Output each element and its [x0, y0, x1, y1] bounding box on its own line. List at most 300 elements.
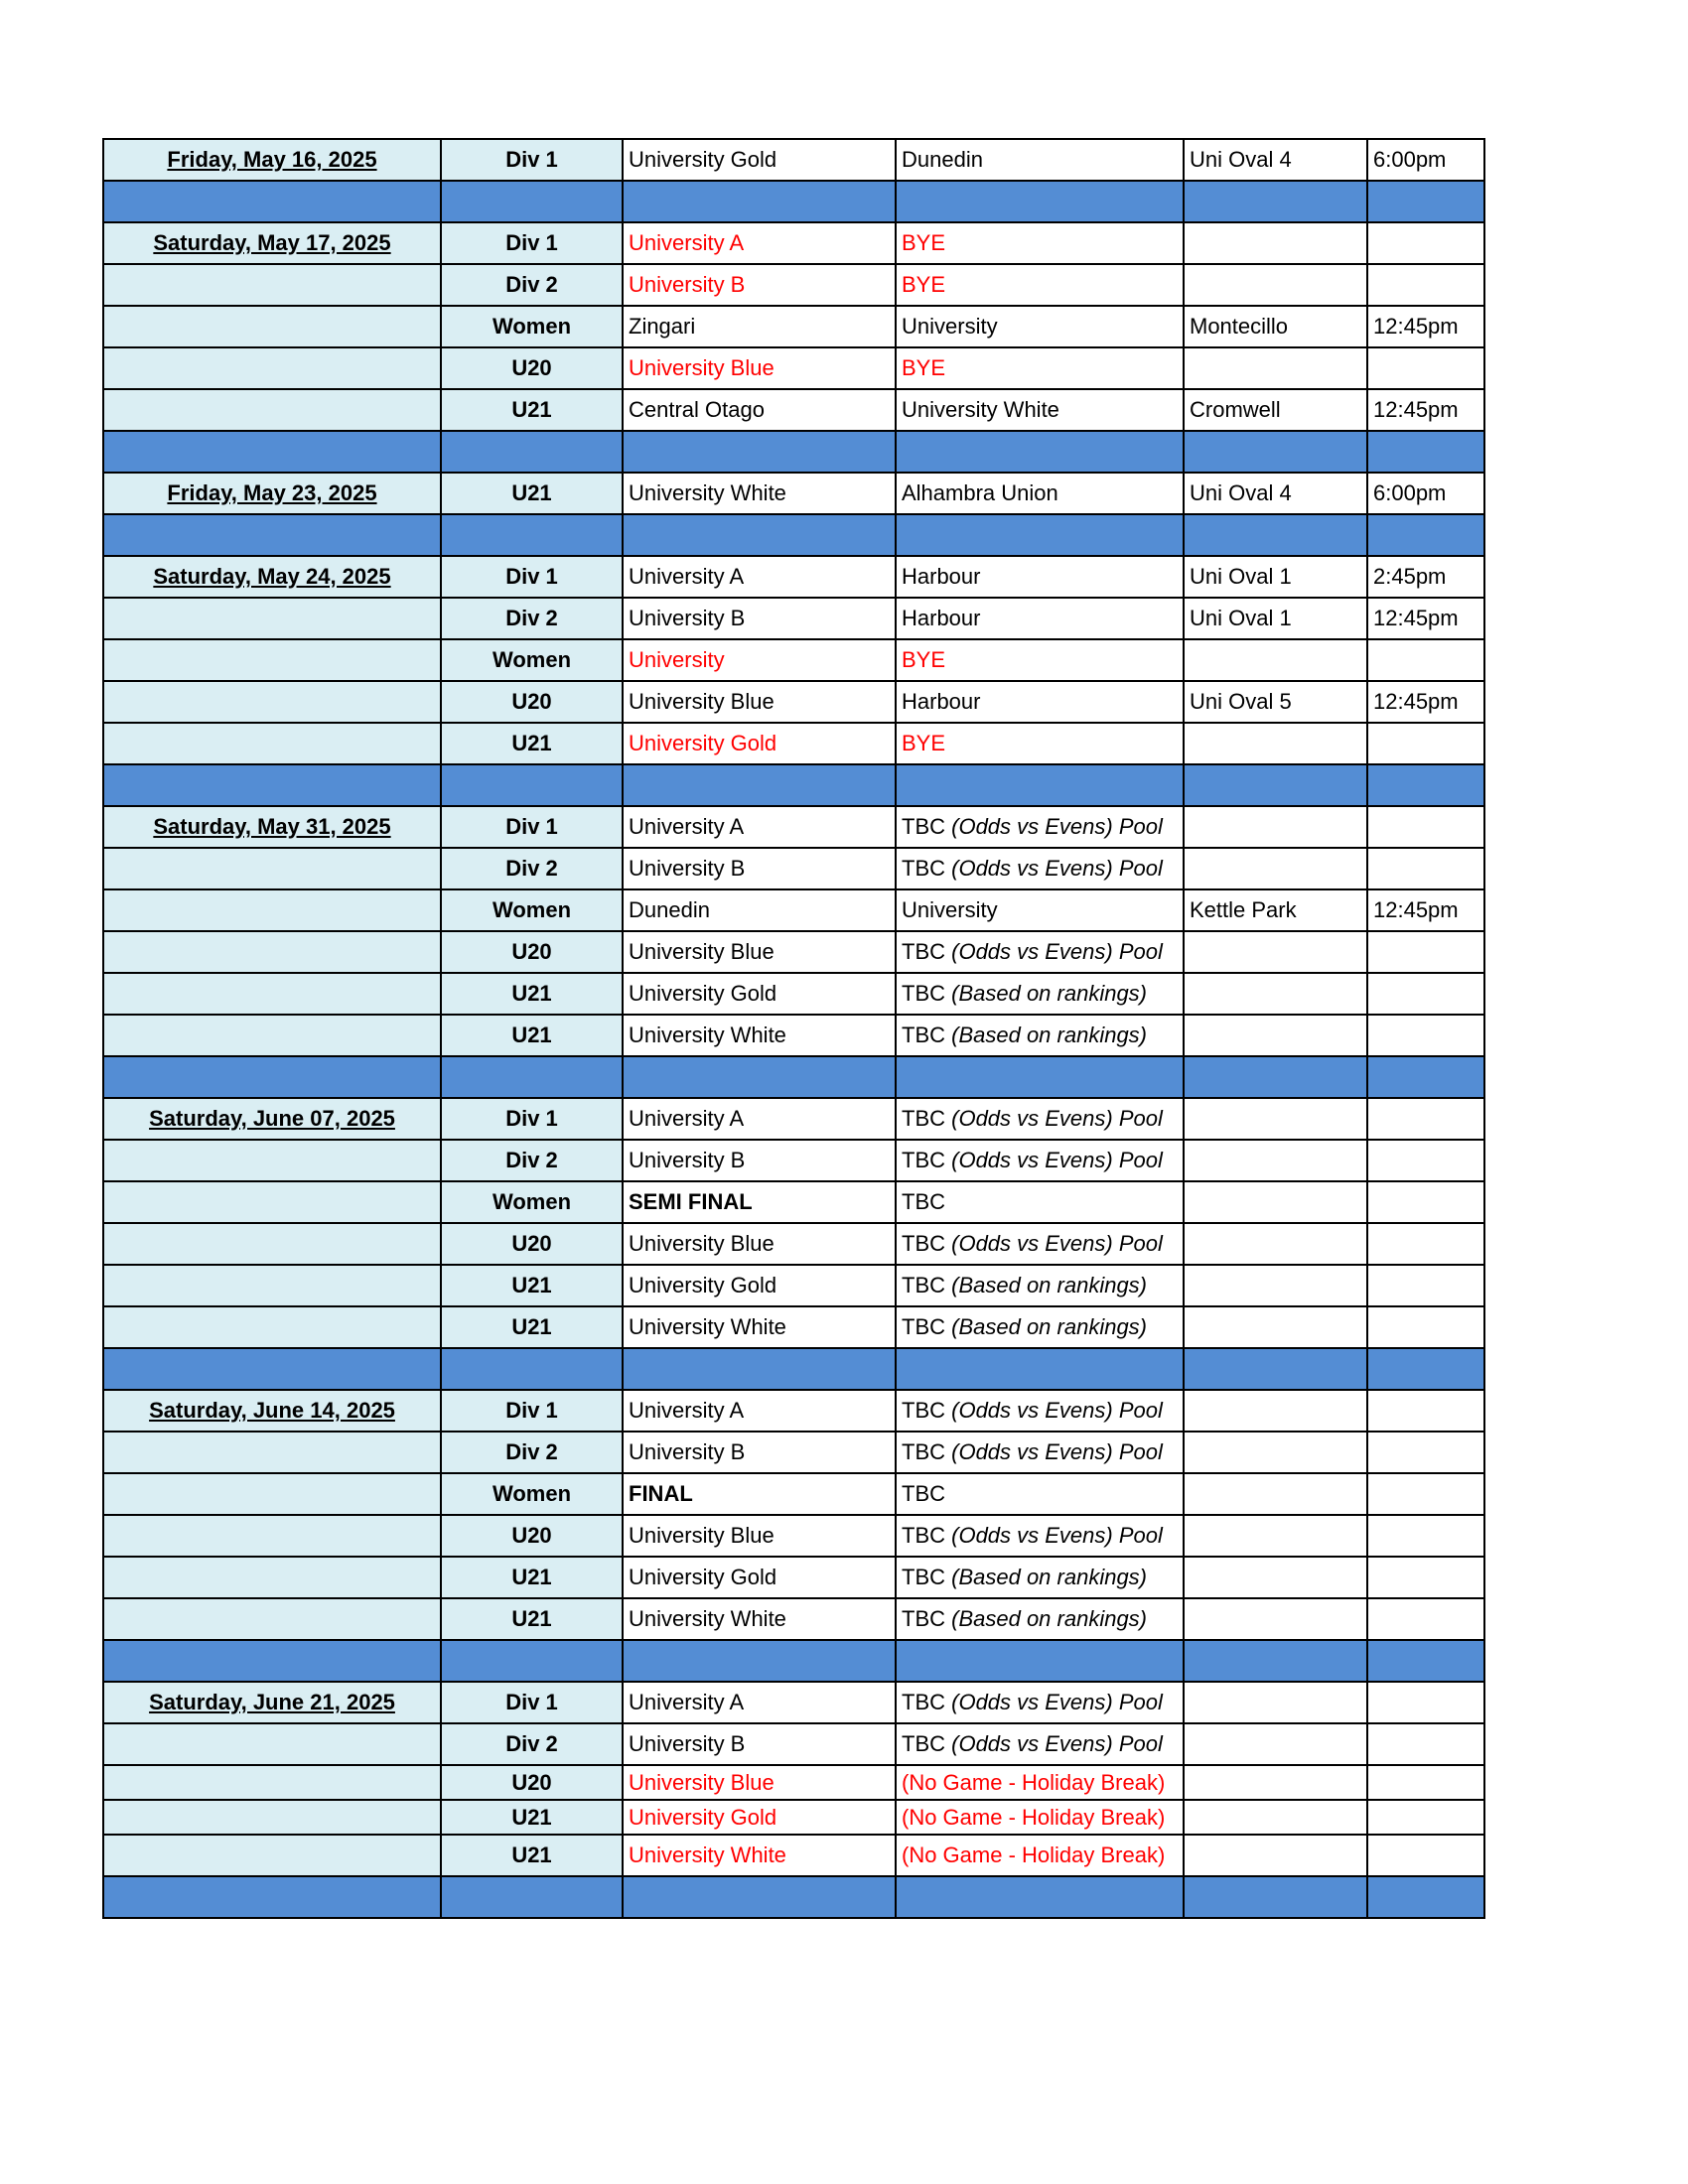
away-team-cell [896, 389, 1184, 431]
home-team-cell [623, 1432, 896, 1473]
away-team: Harbour [902, 564, 981, 589]
separator-cell [441, 181, 623, 222]
away-team-note: (Odds vs Evens) Pool [951, 1731, 1163, 1756]
fixture-row [103, 556, 1484, 598]
separator-cell [1184, 1348, 1367, 1390]
venue-cell [1184, 848, 1367, 889]
match-date-empty [103, 1765, 441, 1800]
match-date: Saturday, June 14, 2025 [103, 1390, 441, 1432]
away-team: (No Game - Holiday Break) [902, 1804, 1166, 1830]
grade-cell: Div 2 [441, 598, 623, 639]
away-team: TBC [902, 1023, 945, 1047]
match-date-empty [103, 931, 441, 973]
time-cell [1367, 1515, 1484, 1557]
venue-cell [1184, 1723, 1367, 1765]
away-team: Dunedin [902, 147, 983, 172]
time-cell [1367, 1223, 1484, 1265]
match-date-empty [103, 1557, 441, 1598]
time-cell [1367, 1181, 1484, 1223]
away-team: TBC [902, 856, 945, 881]
time-cell [1367, 1306, 1484, 1348]
grade-cell: Div 2 [441, 1723, 623, 1765]
venue-cell: Uni Oval 4 [1184, 139, 1367, 181]
separator-cell [623, 181, 896, 222]
away-team-cell [896, 1598, 1184, 1640]
away-team-note: (Based on rankings) [951, 981, 1148, 1006]
fixture-schedule-body [103, 139, 1484, 1918]
home-team: University A [629, 564, 745, 589]
separator-cell [441, 431, 623, 473]
fixture-row [103, 723, 1484, 764]
away-team-cell [896, 1723, 1184, 1765]
match-date: Saturday, May 31, 2025 [103, 806, 441, 848]
time-cell [1367, 639, 1484, 681]
grade-cell: U21 [441, 1800, 623, 1835]
away-team-note: (Based on rankings) [951, 1023, 1148, 1047]
home-team: University Blue [629, 939, 774, 964]
grade-cell: U21 [441, 1557, 623, 1598]
away-team-cell [896, 1473, 1184, 1515]
match-date-empty [103, 1432, 441, 1473]
fixture-row [103, 1723, 1484, 1765]
time-cell [1367, 1723, 1484, 1765]
grade-cell: Div 2 [441, 1140, 623, 1181]
fixture-row [103, 389, 1484, 431]
home-team-cell [623, 306, 896, 347]
home-team-cell [623, 1098, 896, 1140]
away-team-note: (Odds vs Evens) Pool [951, 856, 1163, 881]
grade-cell: U21 [441, 1015, 623, 1056]
match-date-empty [103, 639, 441, 681]
time-cell [1367, 1765, 1484, 1800]
separator-cell [1367, 1348, 1484, 1390]
away-team: TBC [902, 1565, 945, 1589]
home-team: University A [629, 1690, 745, 1714]
home-team-cell [623, 1682, 896, 1723]
away-team: Alhambra Union [902, 480, 1058, 505]
separator-cell [441, 1876, 623, 1918]
away-team-note: (Odds vs Evens) Pool [951, 1106, 1163, 1131]
home-team-cell [623, 806, 896, 848]
away-team-note: (Based on rankings) [951, 1273, 1148, 1297]
fixture-row [103, 1015, 1484, 1056]
away-team-cell [896, 848, 1184, 889]
grade-cell: U20 [441, 347, 623, 389]
time-cell [1367, 931, 1484, 973]
fixture-row [103, 1098, 1484, 1140]
away-team: University [902, 897, 998, 922]
home-team: University White [629, 1023, 786, 1047]
home-team-cell [623, 1306, 896, 1348]
match-date-empty [103, 1015, 441, 1056]
match-date-empty [103, 1473, 441, 1515]
away-team: TBC [902, 981, 945, 1006]
match-date: Saturday, May 24, 2025 [103, 556, 441, 598]
grade-cell: U21 [441, 1835, 623, 1876]
away-team: Harbour [902, 606, 981, 630]
fixture-row [103, 1515, 1484, 1557]
match-date-empty [103, 264, 441, 306]
match-date-empty [103, 1140, 441, 1181]
date-separator-row [103, 1876, 1484, 1918]
separator-cell [103, 1348, 441, 1390]
separator-cell [441, 1056, 623, 1098]
away-team: TBC [902, 1231, 945, 1256]
fixture-row [103, 1765, 1484, 1800]
match-date: Saturday, May 17, 2025 [103, 222, 441, 264]
grade-cell: Women [441, 1181, 623, 1223]
venue-cell [1184, 1390, 1367, 1432]
home-team: University A [629, 814, 745, 839]
home-team-cell [623, 973, 896, 1015]
home-team: University White [629, 480, 786, 505]
away-team-cell [896, 889, 1184, 931]
separator-cell [1184, 1876, 1367, 1918]
fixture-row [103, 264, 1484, 306]
home-team-cell [623, 723, 896, 764]
home-team: SEMI FINAL [629, 1189, 753, 1214]
separator-cell [1367, 1640, 1484, 1682]
grade-cell: Div 1 [441, 806, 623, 848]
away-team: TBC [902, 1523, 945, 1548]
venue-cell [1184, 1473, 1367, 1515]
fixture-row [103, 806, 1484, 848]
home-team-cell [623, 681, 896, 723]
time-cell [1367, 973, 1484, 1015]
grade-cell: U20 [441, 1223, 623, 1265]
venue-cell [1184, 1515, 1367, 1557]
away-team-cell [896, 639, 1184, 681]
away-team-note: (Based on rankings) [951, 1606, 1148, 1631]
separator-cell [103, 1056, 441, 1098]
separator-cell [896, 1348, 1184, 1390]
venue-cell: Uni Oval 1 [1184, 556, 1367, 598]
match-date-empty [103, 1265, 441, 1306]
fixture-row [103, 347, 1484, 389]
time-cell [1367, 848, 1484, 889]
time-cell [1367, 1835, 1484, 1876]
fixture-row [103, 639, 1484, 681]
away-team-cell [896, 1098, 1184, 1140]
away-team: TBC [902, 1148, 945, 1172]
home-team: University Blue [629, 355, 774, 380]
away-team-note: (Odds vs Evens) Pool [951, 1148, 1163, 1172]
home-team-cell [623, 1181, 896, 1223]
match-date-empty [103, 681, 441, 723]
fixture-row [103, 1682, 1484, 1723]
match-date-empty [103, 1835, 441, 1876]
venue-cell [1184, 973, 1367, 1015]
fixture-row [103, 1390, 1484, 1432]
venue-cell [1184, 1557, 1367, 1598]
separator-cell [1367, 431, 1484, 473]
home-team: University Gold [629, 1565, 777, 1589]
separator-cell [1184, 514, 1367, 556]
home-team: University A [629, 230, 745, 255]
away-team-cell [896, 1557, 1184, 1598]
away-team-cell [896, 973, 1184, 1015]
separator-cell [896, 1640, 1184, 1682]
away-team: TBC [902, 1439, 945, 1464]
date-separator-row [103, 764, 1484, 806]
match-date: Friday, May 16, 2025 [103, 139, 441, 181]
time-cell: 12:45pm [1367, 389, 1484, 431]
time-cell [1367, 1557, 1484, 1598]
home-team: University B [629, 606, 746, 630]
home-team-cell [623, 1765, 896, 1800]
time-cell [1367, 1390, 1484, 1432]
match-date-empty [103, 1515, 441, 1557]
match-date-empty [103, 1306, 441, 1348]
separator-cell [896, 431, 1184, 473]
grade-cell: Div 2 [441, 264, 623, 306]
venue-cell [1184, 1598, 1367, 1640]
venue-cell: Cromwell [1184, 389, 1367, 431]
venue-cell [1184, 639, 1367, 681]
away-team-cell [896, 1432, 1184, 1473]
time-cell [1367, 806, 1484, 848]
away-team: TBC [902, 814, 945, 839]
home-team: University Gold [629, 981, 777, 1006]
home-team-cell [623, 1223, 896, 1265]
home-team: University B [629, 1731, 746, 1756]
match-date-empty [103, 848, 441, 889]
venue-cell: Uni Oval 5 [1184, 681, 1367, 723]
fixture-row [103, 139, 1484, 181]
separator-cell [1367, 764, 1484, 806]
away-team: TBC [902, 1481, 945, 1506]
separator-cell [441, 1348, 623, 1390]
time-cell [1367, 1098, 1484, 1140]
home-team-cell [623, 473, 896, 514]
separator-cell [623, 1056, 896, 1098]
match-date-empty [103, 306, 441, 347]
grade-cell: Div 1 [441, 1390, 623, 1432]
match-date-empty [103, 1800, 441, 1835]
grade-cell: Women [441, 1473, 623, 1515]
home-team-cell [623, 1140, 896, 1181]
time-cell [1367, 1140, 1484, 1181]
time-cell [1367, 723, 1484, 764]
fixture-row [103, 598, 1484, 639]
away-team: TBC [902, 1314, 945, 1339]
home-team: Central Otago [629, 397, 765, 422]
home-team-cell [623, 1598, 896, 1640]
venue-cell [1184, 1098, 1367, 1140]
home-team: University B [629, 272, 746, 297]
fixture-row [103, 1473, 1484, 1515]
home-team-cell [623, 222, 896, 264]
home-team-cell [623, 1835, 896, 1876]
away-team: University White [902, 397, 1059, 422]
grade-cell: U21 [441, 389, 623, 431]
away-team-cell [896, 556, 1184, 598]
home-team-cell [623, 1723, 896, 1765]
away-team-note: (Odds vs Evens) Pool [951, 1690, 1163, 1714]
separator-cell [103, 1876, 441, 1918]
time-cell: 6:00pm [1367, 473, 1484, 514]
time-cell [1367, 1682, 1484, 1723]
time-cell [1367, 1432, 1484, 1473]
away-team: (No Game - Holiday Break) [902, 1843, 1166, 1867]
match-date-empty [103, 598, 441, 639]
date-separator-row [103, 181, 1484, 222]
home-team-cell [623, 1800, 896, 1835]
away-team-cell [896, 1140, 1184, 1181]
separator-cell [896, 1056, 1184, 1098]
separator-cell [623, 514, 896, 556]
home-team: University Blue [629, 1523, 774, 1548]
time-cell [1367, 222, 1484, 264]
away-team-cell [896, 473, 1184, 514]
away-team-cell [896, 1265, 1184, 1306]
away-team-cell [896, 347, 1184, 389]
fixture-schedule-table [102, 138, 1485, 1919]
venue-cell [1184, 1432, 1367, 1473]
venue-cell [1184, 806, 1367, 848]
grade-cell: Women [441, 889, 623, 931]
grade-cell: Women [441, 639, 623, 681]
home-team: University B [629, 1439, 746, 1464]
separator-cell [896, 181, 1184, 222]
fixture-row [103, 222, 1484, 264]
venue-cell: Uni Oval 1 [1184, 598, 1367, 639]
home-team-cell [623, 848, 896, 889]
match-date-empty [103, 1181, 441, 1223]
home-team: University Blue [629, 1769, 774, 1795]
time-cell: 6:00pm [1367, 139, 1484, 181]
venue-cell [1184, 1223, 1367, 1265]
home-team-cell [623, 1265, 896, 1306]
fixture-row [103, 889, 1484, 931]
separator-cell [1184, 431, 1367, 473]
grade-cell: U20 [441, 681, 623, 723]
fixture-row [103, 1557, 1484, 1598]
home-team: University B [629, 1148, 746, 1172]
home-team-cell [623, 639, 896, 681]
away-team-note: (Odds vs Evens) Pool [951, 1439, 1163, 1464]
separator-cell [103, 181, 441, 222]
grade-cell: U21 [441, 473, 623, 514]
venue-cell [1184, 1306, 1367, 1348]
match-date-empty [103, 973, 441, 1015]
away-team-note: (Odds vs Evens) Pool [951, 1231, 1163, 1256]
away-team-cell [896, 222, 1184, 264]
away-team-cell [896, 1765, 1184, 1800]
grade-cell: U21 [441, 1306, 623, 1348]
venue-cell [1184, 222, 1367, 264]
fixture-row [103, 1432, 1484, 1473]
away-team: TBC [902, 1189, 945, 1214]
home-team: University Gold [629, 147, 777, 172]
home-team: FINAL [629, 1481, 693, 1506]
away-team-note: (Odds vs Evens) Pool [951, 814, 1163, 839]
date-separator-row [103, 1640, 1484, 1682]
venue-cell: Uni Oval 4 [1184, 473, 1367, 514]
away-team-cell [896, 1682, 1184, 1723]
away-team: TBC [902, 1106, 945, 1131]
away-team-cell [896, 681, 1184, 723]
home-team-cell [623, 389, 896, 431]
match-date-empty [103, 1223, 441, 1265]
fixture-row [103, 1306, 1484, 1348]
away-team: (No Game - Holiday Break) [902, 1769, 1166, 1795]
away-team: TBC [902, 1731, 945, 1756]
home-team-cell [623, 598, 896, 639]
match-date-empty [103, 389, 441, 431]
separator-cell [1367, 181, 1484, 222]
away-team-cell [896, 264, 1184, 306]
match-date-empty [103, 723, 441, 764]
home-team: University Gold [629, 731, 777, 755]
grade-cell: Div 1 [441, 139, 623, 181]
separator-cell [103, 514, 441, 556]
separator-cell [1184, 181, 1367, 222]
home-team: University Gold [629, 1804, 777, 1830]
away-team: BYE [902, 647, 946, 672]
separator-cell [623, 431, 896, 473]
fixture-row [103, 1265, 1484, 1306]
time-cell [1367, 1015, 1484, 1056]
match-date: Saturday, June 21, 2025 [103, 1682, 441, 1723]
venue-cell [1184, 1835, 1367, 1876]
away-team-note: (Odds vs Evens) Pool [951, 1523, 1163, 1548]
venue-cell [1184, 723, 1367, 764]
separator-cell [896, 514, 1184, 556]
fixture-row [103, 1140, 1484, 1181]
match-date-empty [103, 1598, 441, 1640]
venue-cell [1184, 347, 1367, 389]
away-team: TBC [902, 1690, 945, 1714]
separator-cell [896, 1876, 1184, 1918]
fixture-row [103, 1598, 1484, 1640]
match-date-empty [103, 347, 441, 389]
away-team: BYE [902, 272, 946, 297]
separator-cell [1367, 1056, 1484, 1098]
grade-cell: U20 [441, 931, 623, 973]
home-team: University White [629, 1314, 786, 1339]
away-team-cell [896, 1800, 1184, 1835]
separator-cell [1184, 1056, 1367, 1098]
separator-cell [441, 514, 623, 556]
home-team: University A [629, 1106, 745, 1131]
separator-cell [1367, 1876, 1484, 1918]
separator-cell [1367, 514, 1484, 556]
fixture-row [103, 1181, 1484, 1223]
venue-cell [1184, 1265, 1367, 1306]
away-team-cell [896, 931, 1184, 973]
away-team-cell [896, 1223, 1184, 1265]
time-cell: 12:45pm [1367, 681, 1484, 723]
time-cell: 12:45pm [1367, 306, 1484, 347]
home-team: University A [629, 1398, 745, 1423]
time-cell: 12:45pm [1367, 889, 1484, 931]
venue-cell: Montecillo [1184, 306, 1367, 347]
separator-cell [896, 764, 1184, 806]
grade-cell: U21 [441, 1265, 623, 1306]
date-separator-row [103, 431, 1484, 473]
home-team-cell [623, 556, 896, 598]
time-cell: 12:45pm [1367, 598, 1484, 639]
venue-cell [1184, 264, 1367, 306]
grade-cell: U20 [441, 1515, 623, 1557]
home-team-cell [623, 1473, 896, 1515]
match-date: Friday, May 23, 2025 [103, 473, 441, 514]
separator-cell [623, 1876, 896, 1918]
home-team-cell [623, 1015, 896, 1056]
fixture-row [103, 973, 1484, 1015]
separator-cell [623, 764, 896, 806]
